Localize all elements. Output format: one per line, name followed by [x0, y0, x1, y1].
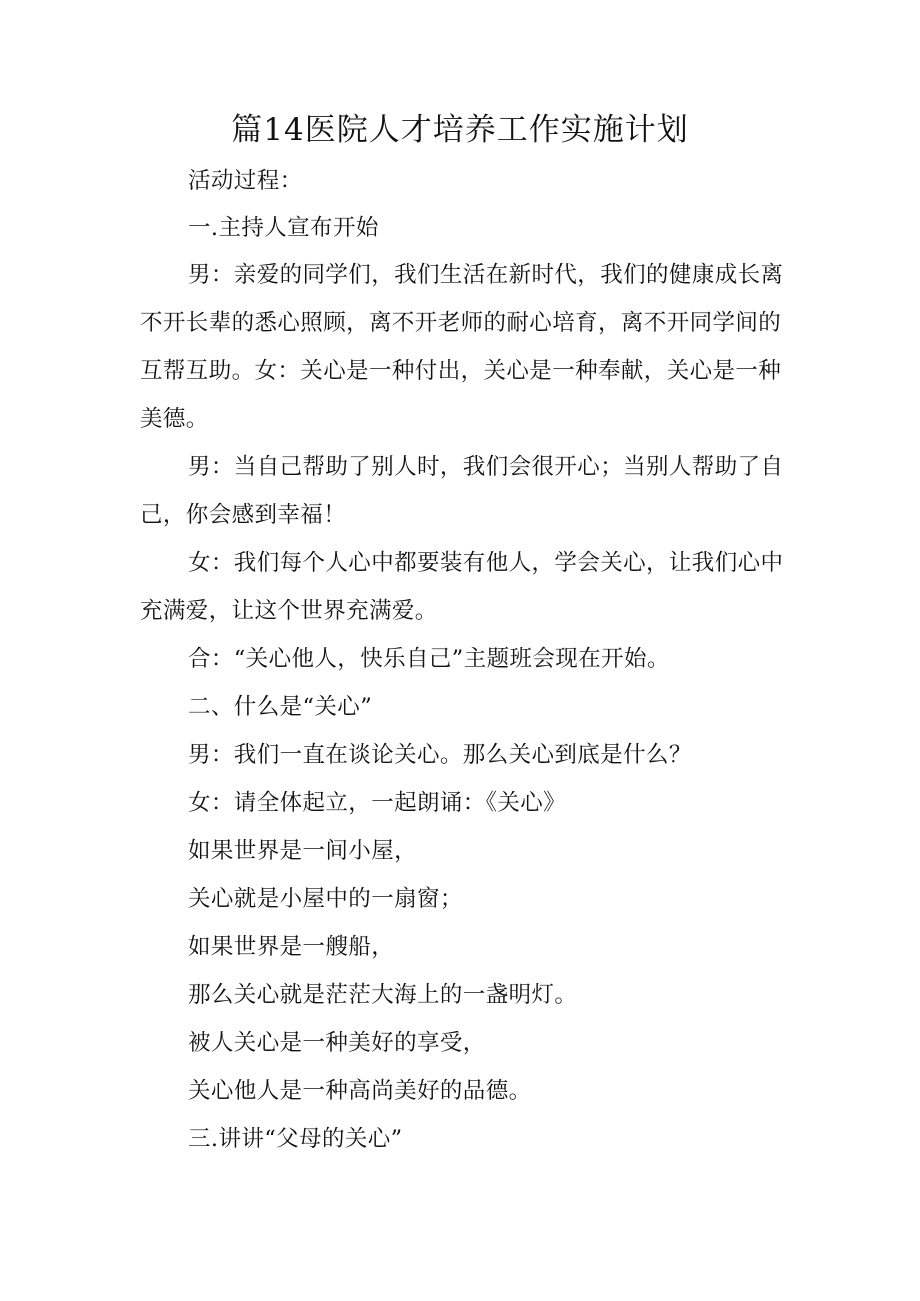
text-line: 女：请全体起立，一起朗诵：《关心》	[188, 790, 567, 816]
text-line: 活动过程：	[188, 168, 303, 194]
section-heading: 二、什么是“关心”	[188, 694, 373, 720]
document-title: 篇14医院人才培养工作实施计划	[231, 112, 689, 148]
poem-line: 如果世界是一间小屋，	[188, 838, 418, 864]
poem-line: 那么关心就是茫茫大海上的一盏明灯。	[188, 982, 578, 1008]
text-line: 合：“关心他人，快乐自己”主题班会现在开始。	[188, 646, 670, 672]
text-line: 己，你会感到幸福！	[140, 502, 347, 528]
section-heading: 一.主持人宣布开始	[188, 215, 379, 241]
text-line: 充满爱，让这个世界充满爱。	[140, 598, 438, 624]
text-line: 男：我们一直在谈论关心。那么关心到底是什么？	[188, 742, 692, 768]
poem-line: 如果世界是一艘船，	[188, 934, 395, 960]
text-line: 不开长辈的悉心照顾，离不开老师的耐心培育，离不开同学间的	[140, 310, 782, 336]
poem-line: 被人关心是一种美好的享受，	[188, 1030, 486, 1056]
text-line: 男：亲爱的同学们，我们生活在新时代，我们的健康成长离	[188, 262, 784, 288]
text-line: 男：当自己帮助了别人时，我们会很开心；当别人帮助了自	[188, 454, 784, 480]
text-line: 美德。	[140, 406, 209, 432]
text-line: 互帮互助。女：关心是一种付出，关心是一种奉献，关心是一种	[140, 358, 782, 384]
section-heading: 三.讲讲“父母的关心”	[188, 1126, 403, 1152]
text-line: 女：我们每个人心中都要装有他人，学会关心，让我们心中	[188, 550, 784, 576]
poem-line: 关心就是小屋中的一扇窗；	[188, 886, 463, 912]
poem-line: 关心他人是一种高尚美好的品德。	[188, 1078, 532, 1104]
